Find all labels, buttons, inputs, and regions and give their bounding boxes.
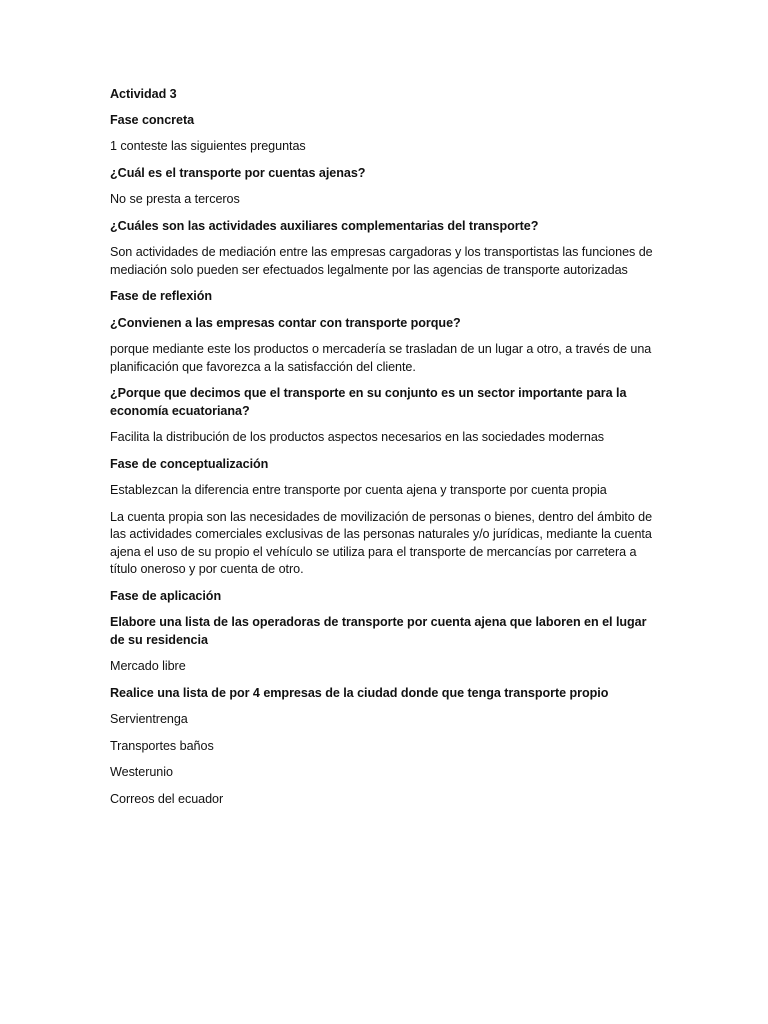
section-heading-fase-reflexion: Fase de reflexión xyxy=(110,289,213,303)
question-5: Establezcan la diferencia entre transporte por cuenta ajena y transporte por cuenta propia xyxy=(110,483,607,497)
list-item: Westerunio xyxy=(110,765,173,779)
section-heading-fase-aplicacion: Fase de aplicación xyxy=(110,588,222,603)
answer-6: Mercado libre xyxy=(110,659,186,673)
list-item: Servientrenga xyxy=(110,712,188,726)
answer-1: No se presta a terceros xyxy=(110,192,240,206)
question-1: ¿Cuál es el transporte por cuentas ajenas? xyxy=(110,165,366,180)
document-title: Actividad 3 xyxy=(110,87,177,101)
question-2: ¿Cuáles son las actividades auxiliares complementarias del transporte? xyxy=(110,218,539,233)
section-heading-fase-conceptualizacion: Fase de conceptualización xyxy=(110,456,269,471)
question-3: ¿Convienen a las empresas contar con transporte porque? xyxy=(110,315,461,330)
document-page xyxy=(110,86,655,817)
question-6: Elabore una lista de las operadoras de transporte por cuenta ajena que laboren en el lugar de su residencia xyxy=(110,615,647,647)
instruction-text: 1 conteste las siguientes preguntas xyxy=(110,139,306,153)
answer-4: Facilita la distribución de los productos aspectos necesarios en las sociedades modernas xyxy=(110,430,605,444)
answer-2: Son actividades de mediación entre las empresas cargadoras y los transportistas las funciones de mediación solo pueden ser efectuados legalmente por las agencias de transporte autorizadas xyxy=(110,245,653,277)
answer-5: La cuenta propia son las necesidades de movilización de personas o bienes, dentro del ámbito de las actividades comerciales exclusivas de las personas naturales y/o jurídicas, mediante la cuenta ajena el uso de su propio el vehículo se utiliza para el transporte de mercancías por carretera a título oneroso y por cuenta de otro. xyxy=(110,509,653,576)
question-4: ¿Porque que decimos que el transporte en su conjunto es un sector importante para la economía ecuatoriana? xyxy=(110,386,627,418)
question-7: Realice una lista de por 4 empresas de la ciudad donde que tenga transporte propio xyxy=(110,685,609,700)
list-item: Correos del ecuador xyxy=(110,791,224,806)
answer-3: porque mediante este los productos o mercadería se trasladan de un lugar a otro, a través de una planificación que favorezca a la satisfacción del cliente. xyxy=(110,342,652,374)
list-item: Transportes baños xyxy=(110,738,214,753)
section-heading-fase-concreta: Fase concreta xyxy=(110,112,195,127)
